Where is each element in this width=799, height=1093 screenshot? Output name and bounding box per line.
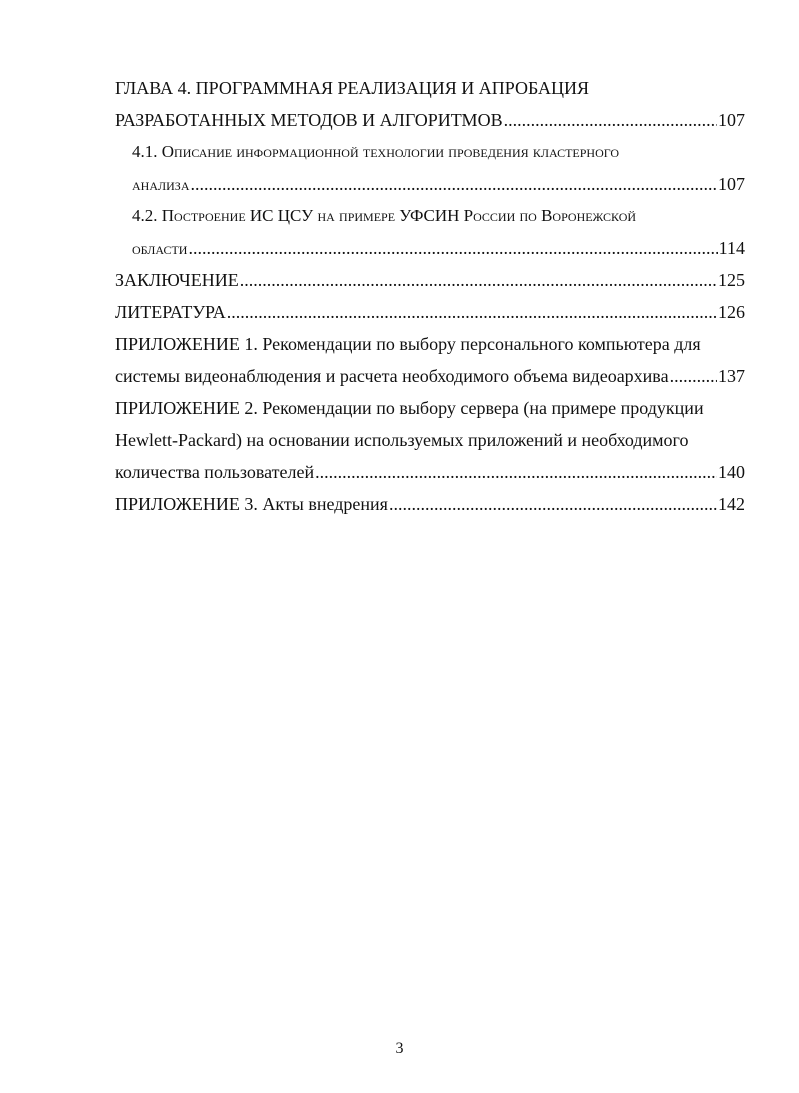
toc-entry-section41-line2 [115, 168, 745, 200]
toc-entry-label: РАЗРАБОТАННЫХ МЕТОДОВ И АЛГОРИТМОВ [115, 110, 503, 130]
toc-entry-label: 4.1. Описание информационной технологии проведения кластерного [132, 142, 620, 161]
toc-entry-label: 4.2. Построение ИС ЦСУ на примере УФСИН России по Воронежской [132, 206, 637, 225]
toc-page-number: 142 [718, 494, 745, 514]
toc-page-number: 107 [718, 174, 745, 194]
toc-entry-appendix1-line2 [115, 360, 745, 392]
toc-entry-chapter4-line1 [115, 72, 745, 104]
toc-entry-label: области [132, 239, 188, 258]
toc-entry-appendix2-line3 [115, 456, 745, 488]
toc-entry-conclusion [115, 264, 745, 296]
toc-entry-label: ГЛАВА 4. ПРОГРАММНАЯ РЕАЛИЗАЦИЯ И АПРОБАЦИЯ [115, 78, 590, 98]
toc-entry-appendix2-line2 [115, 424, 745, 456]
table-of-contents [115, 72, 745, 520]
dot-leader [315, 456, 717, 488]
toc-entry-label: ПРИЛОЖЕНИЕ 3. Акты внедрения [115, 494, 388, 514]
dot-leader [190, 168, 717, 200]
toc-entry-label: ЛИТЕРАТУРА [115, 302, 226, 322]
dot-leader [670, 360, 717, 392]
toc-entry-section42-line1 [115, 200, 745, 232]
toc-entry-literature [115, 296, 745, 328]
toc-entry-appendix3 [115, 488, 745, 520]
dot-leader [389, 488, 717, 520]
dot-leader [188, 232, 717, 264]
toc-page-number: 125 [718, 270, 745, 290]
toc-page-number: 107 [718, 110, 745, 130]
toc-entry-label: количества пользователей [115, 462, 315, 482]
toc-page-number: 137 [718, 366, 745, 386]
toc-page-number: 114 [718, 238, 745, 258]
toc-entry-label: ЗАКЛЮЧЕНИЕ [115, 270, 239, 290]
toc-entry-appendix2-line1 [115, 392, 745, 424]
toc-entry-label: анализа [132, 175, 190, 194]
dot-leader [227, 296, 717, 328]
toc-page-number: 140 [718, 462, 745, 482]
toc-entry-label: системы видеонаблюдения и расчета необходимого объема видеоархива [115, 366, 669, 386]
toc-entry-section42-line2 [115, 232, 745, 264]
dot-leader [504, 104, 717, 136]
toc-entry-label: ПРИЛОЖЕНИЕ 1. Рекомендации по выбору персонального компьютера для [115, 334, 701, 354]
toc-entry-label: Hewlett-Packard) на основании используемых приложений и необходимого [115, 430, 689, 450]
dot-leader [240, 264, 717, 296]
toc-entry-section41-line1 [115, 136, 745, 168]
toc-entry-chapter4-line2 [115, 104, 745, 136]
toc-entry-label: ПРИЛОЖЕНИЕ 2. Рекомендации по выбору сервера (на примере продукции [115, 398, 704, 418]
toc-page-number: 126 [718, 302, 745, 322]
page-number: 3 [395, 1040, 404, 1057]
toc-entry-appendix1-line1 [115, 328, 745, 360]
